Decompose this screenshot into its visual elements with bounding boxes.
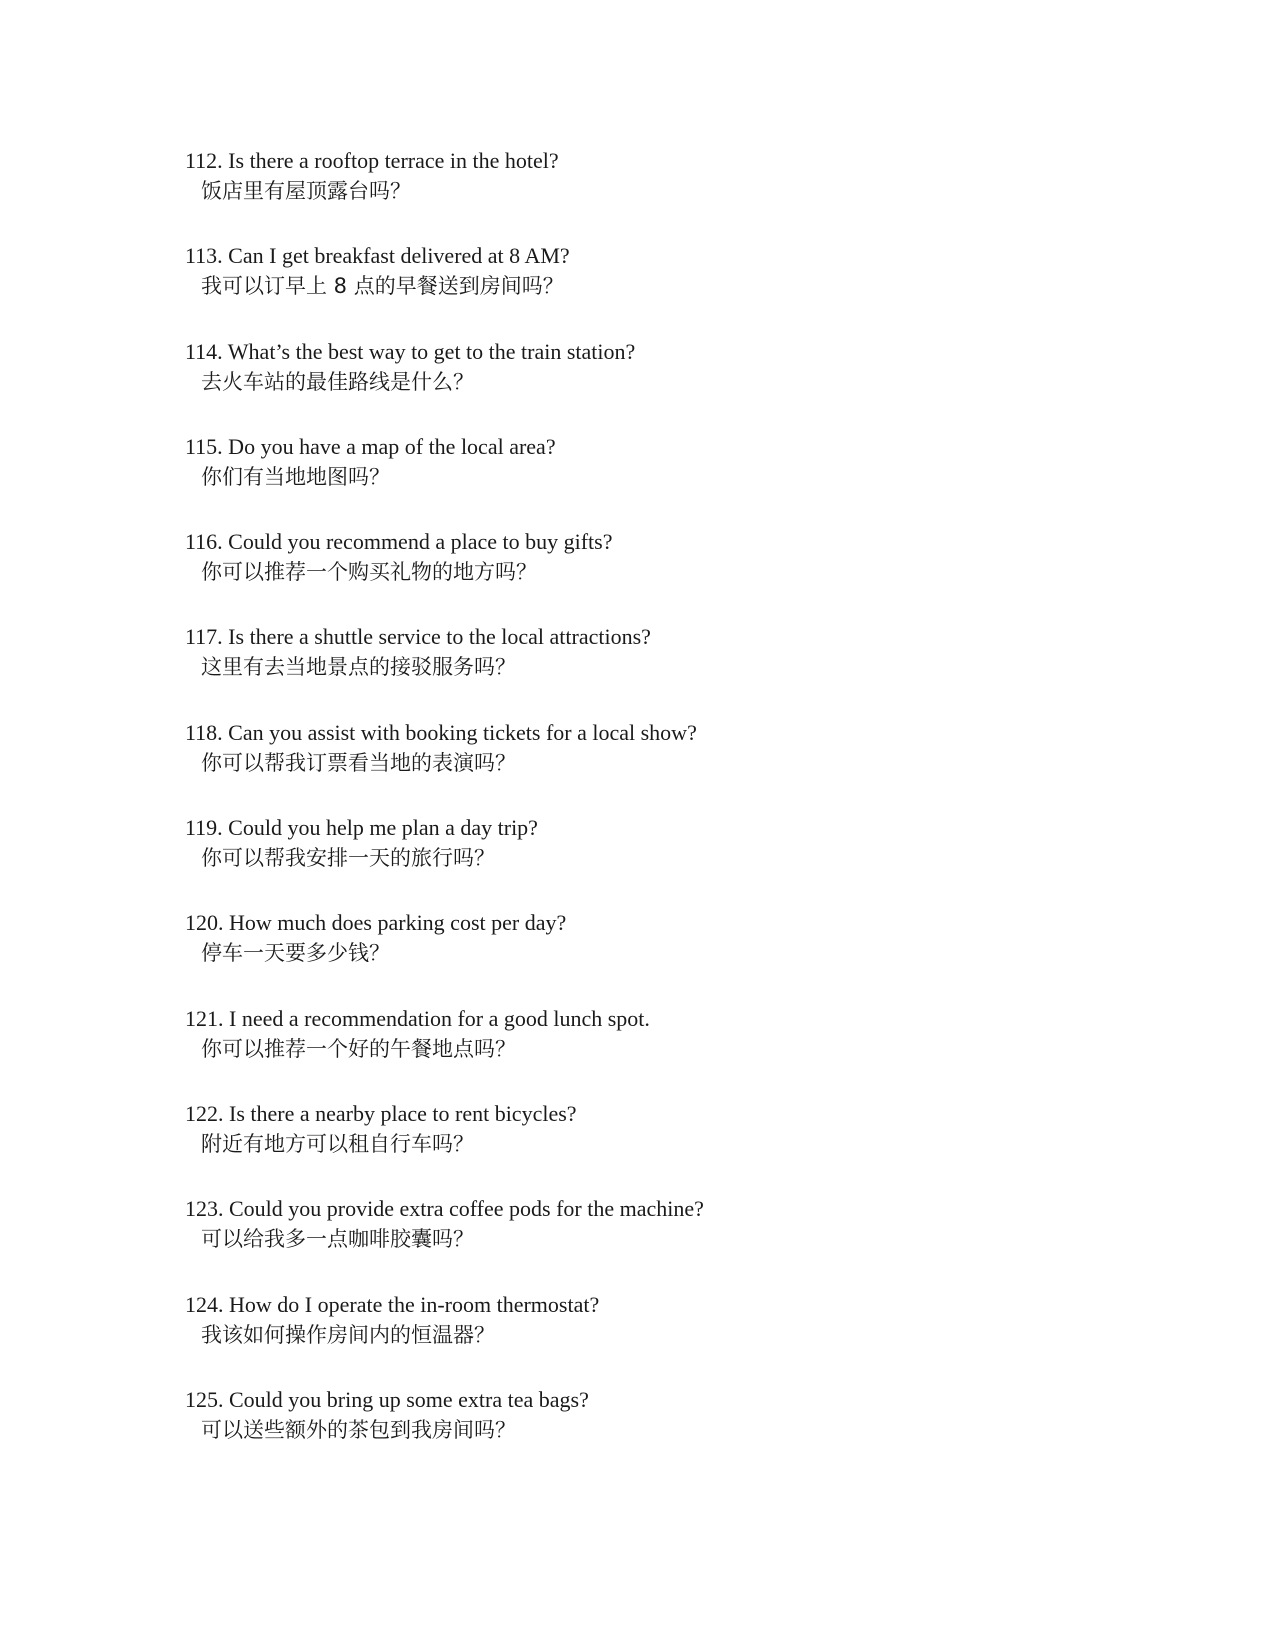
english-sentence: 115. Do you have a map of the local area? bbox=[185, 433, 556, 459]
english-sentence: 121. I need a recommendation for a good lunch spot. bbox=[185, 1005, 650, 1031]
english-sentence: 112. Is there a rooftop terrace in the hotel? bbox=[185, 148, 559, 173]
phrase-entry-125 bbox=[185, 1385, 1085, 1480]
phrase-entry-123 bbox=[185, 1194, 1085, 1289]
english-sentence: 116. Could you recommend a place to buy gifts? bbox=[185, 529, 613, 555]
chinese-translation: 停车一天要多少钱？ bbox=[201, 941, 390, 966]
english-sentence: 124. How do I operate the in-room thermostat? bbox=[185, 1291, 600, 1317]
english-sentence: 125. Could you bring up some extra tea bags? bbox=[185, 1386, 589, 1412]
phrase-entry-113 bbox=[185, 241, 1085, 336]
english-sentence: 117. Is there a shuttle service to the local attractions? bbox=[185, 624, 651, 650]
phrase-entry-115 bbox=[185, 432, 1085, 527]
chinese-translation: 这里有去当地景点的接驳服务吗？ bbox=[201, 655, 516, 680]
english-sentence: 114. What’s the best way to get to the train station? bbox=[185, 338, 636, 364]
phrase-list bbox=[185, 146, 1085, 1480]
chinese-translation: 饭店里有屋顶露台吗？ bbox=[201, 179, 411, 203]
phrase-entry-120 bbox=[185, 908, 1085, 1003]
phrase-entry-122 bbox=[185, 1099, 1085, 1194]
chinese-translation: 我可以订早上 8 点的早餐送到房间吗？ bbox=[201, 274, 564, 299]
chinese-translation: 你可以推荐一个购买礼物的地方吗？ bbox=[201, 560, 537, 585]
english-sentence: 119. Could you help me plan a day trip? bbox=[185, 815, 538, 841]
phrase-entry-119 bbox=[185, 813, 1085, 908]
chinese-translation: 你可以推荐一个好的午餐地点吗？ bbox=[201, 1036, 516, 1061]
phrase-entry-121 bbox=[185, 1004, 1085, 1099]
phrase-entry-114 bbox=[185, 337, 1085, 432]
chinese-translation: 附近有地方可以租自行车吗？ bbox=[201, 1131, 474, 1156]
phrase-entry-116 bbox=[185, 527, 1085, 622]
chinese-translation: 你们有当地地图吗？ bbox=[201, 464, 390, 489]
phrase-entry-118 bbox=[185, 718, 1085, 813]
english-sentence: 122. Is there a nearby place to rent bicycles? bbox=[185, 1100, 577, 1126]
phrase-entry-112 bbox=[185, 146, 1085, 241]
phrase-entry-117 bbox=[185, 622, 1085, 717]
chinese-translation: 可以送些额外的茶包到我房间吗？ bbox=[201, 1417, 516, 1442]
chinese-translation: 我该如何操作房间内的恒温器？ bbox=[201, 1322, 495, 1347]
chinese-translation: 可以给我多一点咖啡胶囊吗？ bbox=[201, 1227, 474, 1252]
chinese-translation: 去火车站的最佳路线是什么？ bbox=[201, 369, 474, 394]
english-sentence: 113. Can I get breakfast delivered at 8 AM? bbox=[185, 243, 570, 269]
english-sentence: 123. Could you provide extra coffee pods for the machine? bbox=[185, 1196, 704, 1222]
english-sentence: 120. How much does parking cost per day? bbox=[185, 910, 567, 936]
chinese-translation: 你可以帮我订票看当地的表演吗？ bbox=[201, 750, 516, 775]
chinese-translation: 你可以帮我安排一天的旅行吗？ bbox=[201, 846, 495, 871]
english-sentence: 118. Can you assist with booking tickets for a local show? bbox=[185, 719, 697, 745]
phrase-entry-124 bbox=[185, 1290, 1085, 1385]
